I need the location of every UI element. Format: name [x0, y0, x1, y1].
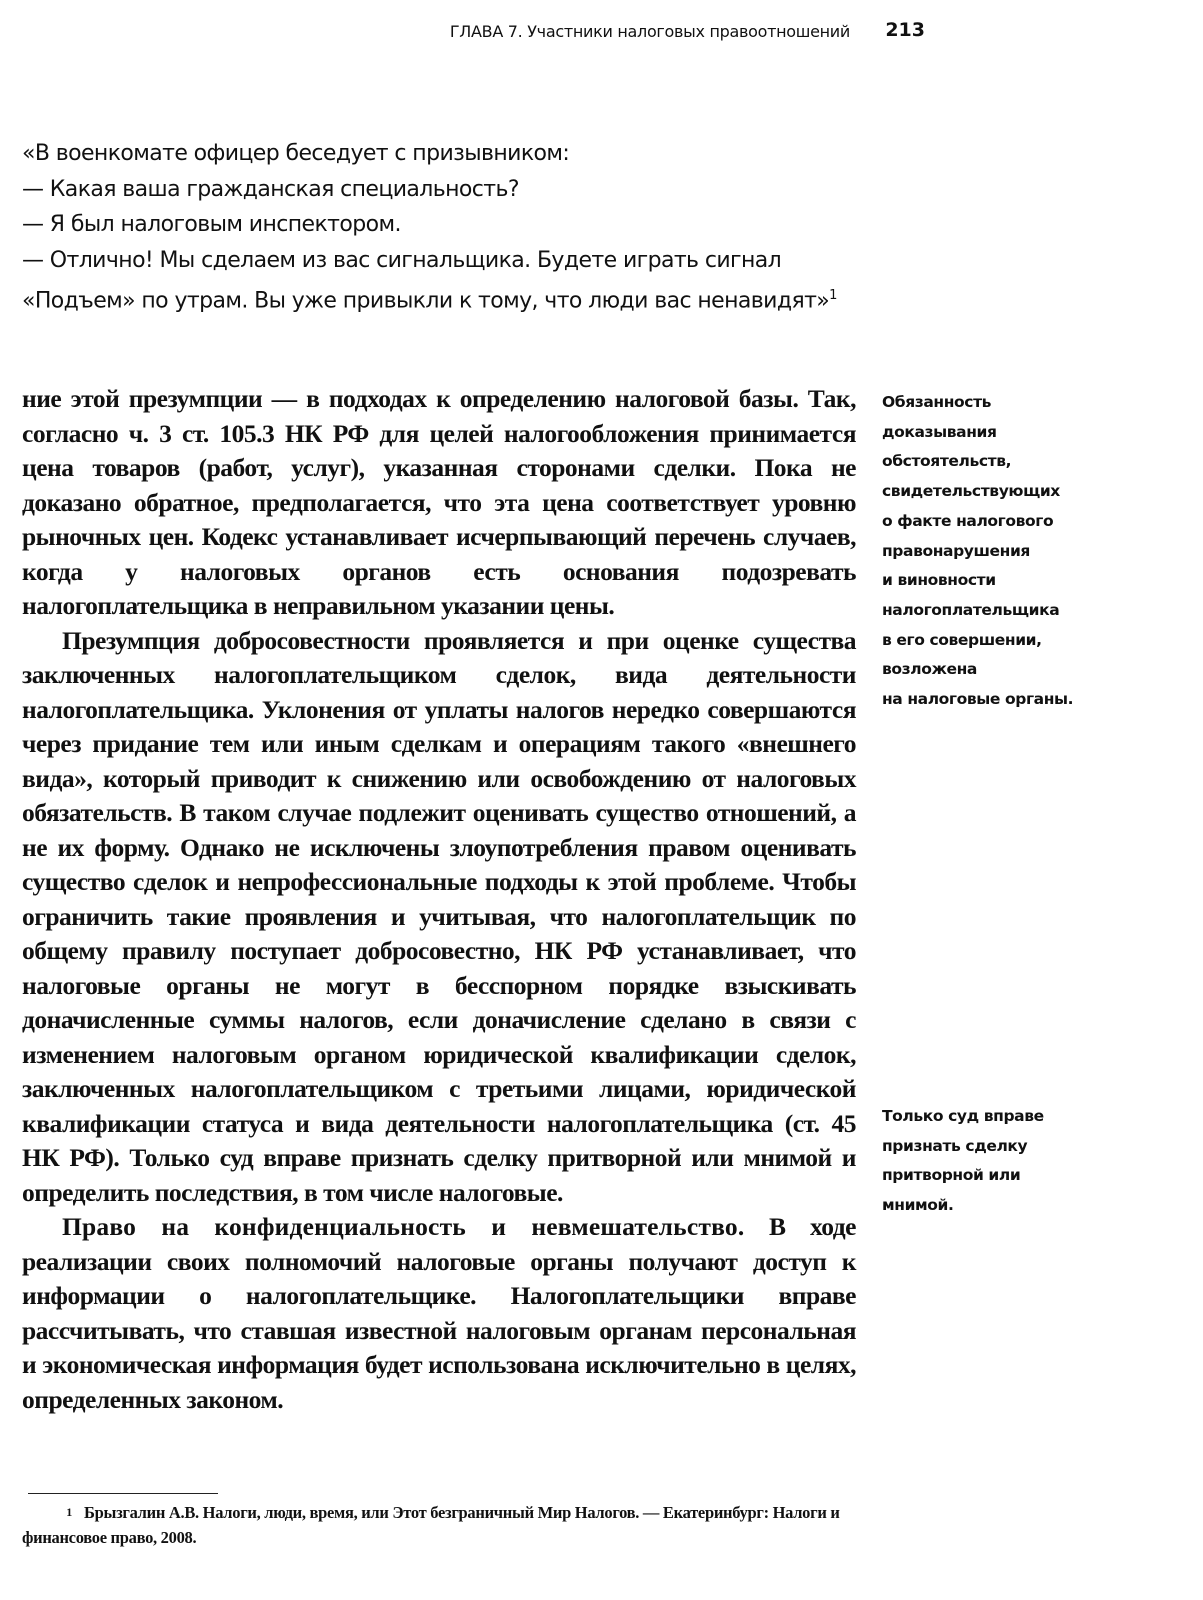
epigraph-line: — Отлично! Мы сделаем из вас сигнальщика. Будете играть сигнал	[22, 247, 782, 273]
page-number: 213	[885, 19, 925, 41]
footnote	[22, 1500, 862, 1550]
chapter-title: ГЛАВА 7. Участники налоговых правоотношений	[449, 22, 850, 41]
epigraph-line-last	[22, 278, 882, 319]
paragraph	[22, 1210, 856, 1417]
paragraph-heading: Право на конфиденциальность и невмешательство.	[62, 1212, 745, 1241]
epigraph-line: — Какая ваша гражданская специальность?	[22, 176, 519, 202]
margin-note-line: мнимой.	[882, 1196, 954, 1215]
margin-note-line: правонарушения	[882, 541, 1030, 560]
margin-note-line: Обязанность	[882, 393, 992, 411]
margin-note-line: и виновности	[882, 571, 996, 590]
footnote-reference[interactable]: 1	[829, 288, 837, 303]
epigraph-line: — Я был налоговым инспектором.	[22, 212, 401, 237]
margin-note-line: Только суд вправе	[882, 1107, 1044, 1125]
margin-note	[882, 388, 1122, 715]
margin-note-line: доказывания	[882, 422, 997, 441]
paragraph: ние этой презумпции — в подходах к определению налоговой базы. Так, согласно ч. 3 ст. 105.3 НК РФ для целей налогообложения принимается цена товаров (работ, услуг), указанная сторонами сделки. Пока не доказано обратное, предполагается, что эта цена соответствует уровню рыночных цен. Кодекс устанавливает исчерпывающий перечень случаев, когда у налоговых органов есть основания подозревать налогоплательщика в неправильном указании цены.	[22, 384, 856, 620]
epigraph-line: «Подъем» по утрам. Вы уже привыкли к тому, что люди вас ненавидят»	[22, 288, 830, 314]
margin-note-line: обстоятельств,	[882, 452, 1012, 471]
running-header	[0, 18, 925, 50]
margin-note-line: в его совершении,	[882, 630, 1042, 649]
margin-note-line: притворной или	[882, 1166, 1021, 1185]
margin-note-line: свидетельствующих	[882, 482, 1060, 501]
main-text	[22, 382, 856, 1417]
epigraph-line: «В военкомате офицер беседует с призывником:	[22, 141, 570, 166]
epigraph	[22, 136, 882, 319]
footnote-mark: 1	[66, 1505, 72, 1519]
paragraph: Презумпция добросовестности проявляется и при оценке существа заключенных налогоплательщиком сделок, вида деятельности налогоплательщика. Уклонения от уплаты налогов нередко совершаются через придание тем или иным сделкам и операциям такого «внешнего вида», который приводит к снижению или освобождению от налоговых обязательств. В таком случае подлежит оценивать существо отношений, а не их форму. Однако не исключены злоупотребления правом оценивать существо сделок и непрофессиональные подходы к этой проблеме. Чтобы ограничить такие проявления и учитывая, что налогоплательщик по общему правилу поступает добросовестно, НК РФ устанавливает, что налоговые органы не могут в бесспорном порядке взыскивать доначисленные суммы налогов, если доначисление сделано в связи с изменением налоговым органом юридической квалификации сделок, заключенных налогоплательщиком с третьими лицами, юридической квалификации статуса и вида деятельности налогоплательщика (ст. 45 НК РФ). Только суд вправе признать сделку притворной или мнимой и определить последствия, в том числе налоговые.	[22, 625, 856, 1207]
margin-note-line: налогоплательщика	[882, 600, 1060, 619]
paragraph-text: В ходе реализации своих полномочий налоговые органы получают доступ к информации о налогоплательщике. Налогоплательщики вправе рассчитывать, что ставшая известной налоговым органам персональная и экономическая информация будет использована исключительно в целях, определенных законом.	[22, 1212, 856, 1414]
margin-note-line: признать сделку	[882, 1136, 1028, 1155]
margin-note-line: возложена	[882, 660, 977, 679]
margin-note	[882, 1102, 1122, 1221]
footnote-text: Брызгалин А.В. Налоги, люди, время, или Этот безграничный Мир Налогов. — Екатеринбург: Налоги и финансовое право, 2008.	[22, 1503, 840, 1547]
margin-note-line: о факте налогового	[882, 511, 1054, 530]
margin-note-line: на налоговые органы.	[882, 690, 1074, 709]
footnote-divider	[28, 1493, 218, 1494]
